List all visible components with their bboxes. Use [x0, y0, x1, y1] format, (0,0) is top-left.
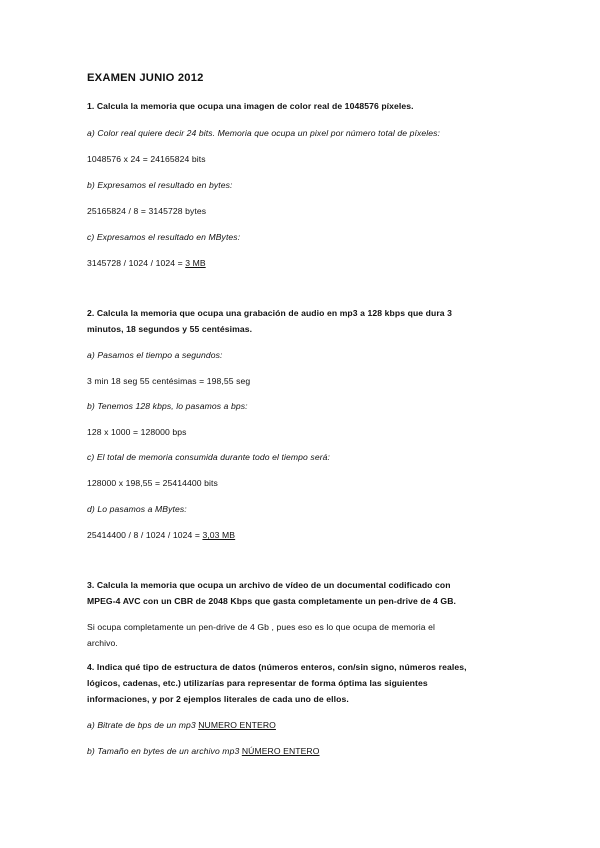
question-3-line-1: 3. Calcula la memoria que ocupa un archivo de vídeo de un documental codificado con [87, 580, 451, 590]
q4-item-b-answer: NÚMERO ENTERO [241, 746, 320, 756]
q4-item-a-answer: NUMERO ENTERO [198, 720, 276, 730]
q2-step-c-value: 128000 x 198,55 = 25414400 bits [87, 478, 218, 488]
q2-step-d-label: d) Lo pasamos a MBytes: [87, 504, 187, 514]
q2-step-b-label: b) Tenemos 128 kbps, lo pasamos a bps: [87, 401, 248, 411]
question-2-line-1: 2. Calcula la memoria que ocupa una grabación de audio en mp3 a 128 kbps que dura 3 [87, 308, 453, 318]
q1-result: 3 MB [185, 258, 206, 268]
question-4-line-3: informaciones, y por 2 ejemplos literales de cada uno de ellos. [87, 694, 349, 704]
q1-step-a-value: 1048576 x 24 = 24165824 bits [87, 154, 206, 164]
q3-answer-line-1: Si ocupa completamente un pen-drive de 4 Gb , pues eso es lo que ocupa de memoria el [87, 622, 436, 632]
page-title: EXAMEN JUNIO 2012 [87, 72, 204, 84]
question-3-line-2: MPEG-4 AVC con un CBR de 2048 Kbps que gasta completamente un pen-drive de 4 GB. [87, 596, 457, 606]
question-1: 1. Calcula la memoria que ocupa una imagen de color real de 1048576 píxeles. [87, 101, 414, 111]
q2-step-a-value: 3 min 18 seg 55 centésimas = 198,55 seg [87, 376, 251, 386]
q2-result: 3,03 MB [202, 530, 236, 540]
q4-item-b-label: b) Tamaño en bytes de un archivo mp3 [87, 746, 242, 756]
question-4-line-1: 4. Indica qué tipo de estructura de datos (números enteros, con/sin signo, números reales, [87, 662, 467, 672]
q2-step-c-label: c) El total de memoria consumida durante todo el tiempo será: [87, 452, 331, 462]
q1-step-b-value: 25165824 / 8 = 3145728 bytes [87, 206, 207, 216]
q1-step-a-label: a) Color real quiere decir 24 bits. Memoria que ocupa un pixel por número total de píxeles: [87, 128, 441, 138]
q4-item-b [87, 746, 320, 756]
q4-item-a-label: a) Bitrate de bps de un mp3 [87, 720, 199, 730]
q2-step-d-expression: 25414400 / 8 / 1024 / 1024 = [87, 530, 203, 540]
q3-answer-line-2: archivo. [87, 638, 118, 648]
q1-step-b-label: b) Expresamos el resultado en bytes: [87, 180, 233, 190]
q2-step-b-value: 128 x 1000 = 128000 bps [87, 427, 187, 437]
q1-step-c-expression: 3145728 / 1024 / 1024 = [87, 258, 186, 268]
q2-step-a-label: a) Pasamos el tiempo a segundos: [87, 350, 223, 360]
q4-item-a [87, 720, 276, 730]
question-4-line-2: lógicos, cadenas, etc.) utilizarías para representar de forma óptima las siguientes [87, 678, 428, 688]
q2-step-d-value [87, 530, 235, 540]
q1-step-c-value [87, 258, 206, 268]
q1-step-c-label: c) Expresamos el resultado en MBytes: [87, 232, 241, 242]
question-2-line-2: minutos, 18 segundos y 55 centésimas. [87, 324, 253, 334]
